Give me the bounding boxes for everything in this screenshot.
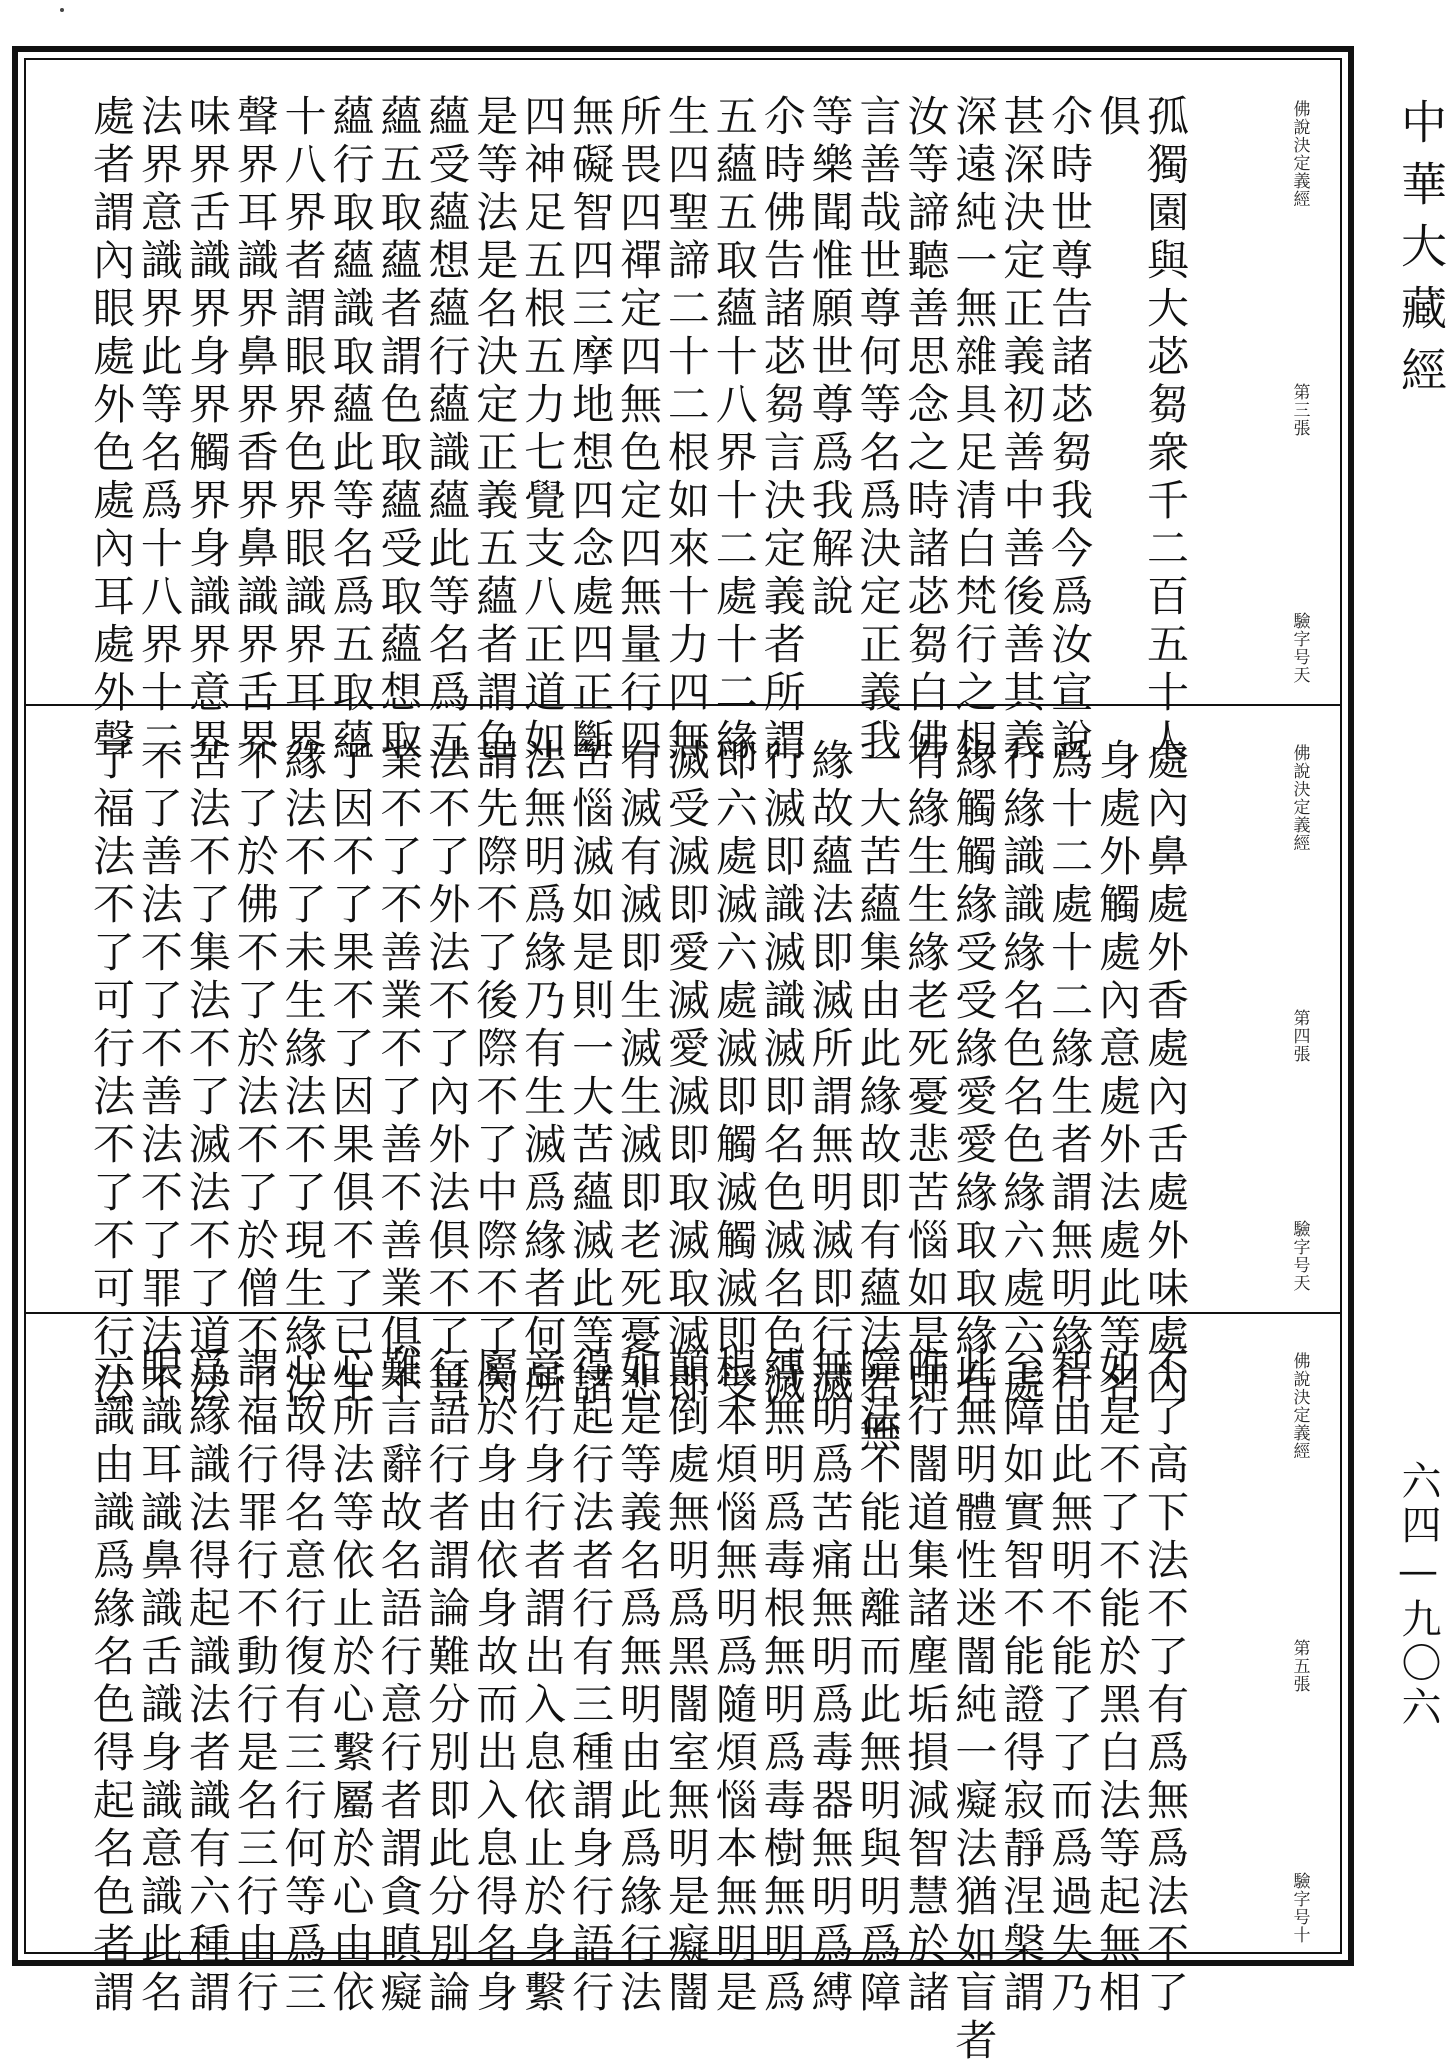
text-column: 法無明爲緣乃有生滅爲緣者何所 <box>518 738 568 1410</box>
register-1-text <box>87 94 1190 766</box>
text-column: 一大苦蘊集由此緣故即有蘊法若無 <box>853 738 903 1458</box>
register-2-text <box>87 738 1190 1458</box>
text-column: 不了於佛不了於法不了於僧不了 <box>230 738 280 1410</box>
text-column: 如是不了不能於黑白法等起無相 <box>1093 1346 1143 2018</box>
text-column: 緣故蘊法即滅所謂無明滅即行滅 <box>805 738 855 1410</box>
text-column: 十八界者謂眼界色界眼識界耳界 <box>278 94 328 766</box>
text-column: 不了善法不了不善法不了罪法不 <box>134 738 184 1410</box>
text-column: 生四聖諦二十二根如來十力四無 <box>661 94 711 766</box>
register-3 <box>26 1312 1340 2066</box>
register-1 <box>26 60 1340 766</box>
page-number: 六四—九〇六 <box>1395 1460 1441 1730</box>
text-column: 意行身行者謂出入息依止於身繫 <box>518 1346 568 2018</box>
text-column: 所畏四禪定四無色定四無量行四 <box>613 94 663 766</box>
register-1-marginal-notes <box>1282 100 1316 684</box>
text-column: 行語行者謂論難分別即此分別論 <box>422 1346 472 2018</box>
text-column: 得起行法者行有三種謂身行語行 <box>566 1346 616 2018</box>
text-column: 謂先際不了後際不了中際不了內 <box>470 738 520 1410</box>
text-column: 無礙智四三摩地想四念處四正斷 <box>566 94 616 766</box>
sheet-number-note: 第三張 <box>1289 383 1310 437</box>
register-2-marginal-notes <box>1282 744 1316 1292</box>
text-column: 緣觸觸緣受受緣愛愛緣取取緣有 <box>949 738 999 1410</box>
text-column: 處內鼻處外香處內舌處外味處內 <box>1140 738 1190 1410</box>
text-column: 甚深決定正義初善中善後善其義 <box>997 94 1047 766</box>
text-column: 至障如實智不能證得寂靜涅槃謂 <box>997 1346 1047 2018</box>
text-column: 深遠純一無雜具足清白梵行之相 <box>949 94 999 766</box>
text-column: 了福法不了可行法不了不可行法 <box>87 738 136 1410</box>
text-column: 等樂聞惟願世尊爲我解說 <box>805 94 855 622</box>
text-column: 業不了不善業不了善不善業俱不 <box>374 738 424 1410</box>
text-column: 爲十二處十二緣生者謂無明緣行 <box>1045 738 1095 1410</box>
text-column: 行滅即識滅識滅即名色滅名色滅 <box>757 738 807 1410</box>
text-column: 無明爲苦痛無明爲毒器無明爲縛 <box>805 1346 855 2018</box>
collection-title: 中華大藏經 <box>1394 98 1448 408</box>
text-column: 滅受滅即愛滅愛滅即取滅取滅即 <box>661 738 711 1410</box>
page-frame <box>12 46 1354 2066</box>
sutra-title-note: 佛說決定義經 <box>1289 744 1310 852</box>
text-column: 有緣生生緣老死憂悲苦惱如是即 <box>901 738 951 1410</box>
text-column: 四神足五根五力七覺支八正道如 <box>518 94 568 766</box>
text-column: 難言辭故名語行意行者謂貪瞋癡 <box>374 1346 424 2018</box>
text-column: 是等法是名決定正義五蘊者謂色 <box>470 94 520 766</box>
text-column: 蘊五取蘊者謂色取蘊受取蘊想取 <box>374 94 424 766</box>
page-frame-inner <box>24 58 1342 2066</box>
register-2 <box>26 704 1340 1458</box>
text-column: 顛倒處無明爲黑闇室無明是癡闇 <box>661 1346 711 2018</box>
text-column: 法不了外法不了內外法俱不了善 <box>422 738 472 1410</box>
case-mark-note: 驗字号天 <box>1289 1220 1310 1292</box>
sheet-number-note: 第五張 <box>1289 1639 1310 1693</box>
text-column: 障法不能出離而此無明與明爲障 <box>853 1346 903 2018</box>
text-column: 如是等義名爲無明由此爲緣行法 <box>613 1346 663 2018</box>
text-column: 心所法等依止於心繫屬於心由依 <box>326 1346 376 2018</box>
register-3-marginal-notes <box>1282 1352 1316 1944</box>
text-column: 即六處滅六處滅即觸滅觸滅即受 <box>709 738 759 1410</box>
text-column: 汝等諦聽善思念之時諸苾芻白佛 <box>901 94 951 766</box>
text-column: 根本煩惱無明爲隨煩惱本無明是 <box>709 1346 759 2018</box>
text-column: 俱 <box>1093 94 1143 142</box>
text-column: 聲界耳識界鼻界香界鼻識界舌界 <box>230 94 280 766</box>
text-column: 六識由識爲緣名色得起名色者謂 <box>87 1346 136 2018</box>
text-column: 蘊行取蘊識取蘊此等名爲五取蘊 <box>326 94 376 766</box>
text-column: 智由此無明不能了了而爲過失乃 <box>1045 1346 1095 2018</box>
text-column: 行緣識識緣名色名色緣六處六處 <box>997 738 1047 1410</box>
text-column: 尒時佛告諸苾芻言決定義者所謂 <box>757 94 807 766</box>
case-mark-note: 驗字号十 <box>1289 1872 1310 1944</box>
case-mark-note: 驗字号天 <box>1289 612 1310 684</box>
text-column: 言善哉世尊何等名爲決定正義我 <box>853 94 903 766</box>
text-column: 尒時世尊告諸苾芻我今爲汝宣說 <box>1045 94 1095 766</box>
text-column: 味界舌識界身界觸界身識界意界 <box>182 94 232 766</box>
text-column: 縛無明爲毒根無明爲毒樹無明爲 <box>757 1346 807 2018</box>
sutra-title-note: 佛說決定義經 <box>1289 1352 1310 1460</box>
sutra-title-note: 佛說決定義經 <box>1289 100 1310 208</box>
text-column: 了因不了果不了因果俱不了已生 <box>326 738 376 1410</box>
text-column: 苦惱滅如是則一大苦蘊滅此等諸 <box>566 738 616 1410</box>
text-column: 心故得名意行復有三行何等爲三 <box>278 1346 328 2018</box>
sheet-number-note: 第四張 <box>1289 1009 1310 1063</box>
text-column: 苦法不了集法不了滅法不了道法 <box>182 738 232 1410</box>
text-column: 法界意識界此等名爲十八界十二 <box>134 94 184 766</box>
scan-speck <box>60 8 64 12</box>
text-column: 處者謂內眼處外色處內耳處外聲 <box>87 94 136 766</box>
text-column: 不了高下法不了有爲無爲法不了 <box>1140 1346 1190 2018</box>
text-column: 此無明體性迷闇純一癡法猶如盲者 <box>949 1346 999 2066</box>
text-column: 緣法不了未生緣法不了現生緣法 <box>278 738 328 1410</box>
register-3-text <box>87 1346 1190 2066</box>
text-column: 五蘊五取蘊十八界十二處十二緣 <box>709 94 759 766</box>
text-column: 蘊受蘊想蘊行蘊識蘊此等名爲五 <box>422 94 472 766</box>
text-column: 有滅有滅即生滅生滅即老死憂悲 <box>613 738 663 1410</box>
text-column: 孤獨園與大苾芻衆千二百五十人 <box>1140 94 1190 766</box>
text-column: 屬於身由依身故而出入息得名身 <box>470 1346 520 2018</box>
text-column: 唯行闇道集諸塵垢損減智慧於諸 <box>901 1346 951 2018</box>
text-column: 謂福行罪行不動行是名三行由行 <box>230 1346 280 2018</box>
text-column: 眼識耳識鼻識舌識身識意識此名 <box>134 1346 184 2018</box>
text-column: 爲緣識法得起識法者識有六種謂 <box>182 1346 232 2018</box>
text-column: 身處外觸處內意處外法處此等名 <box>1093 738 1143 1410</box>
